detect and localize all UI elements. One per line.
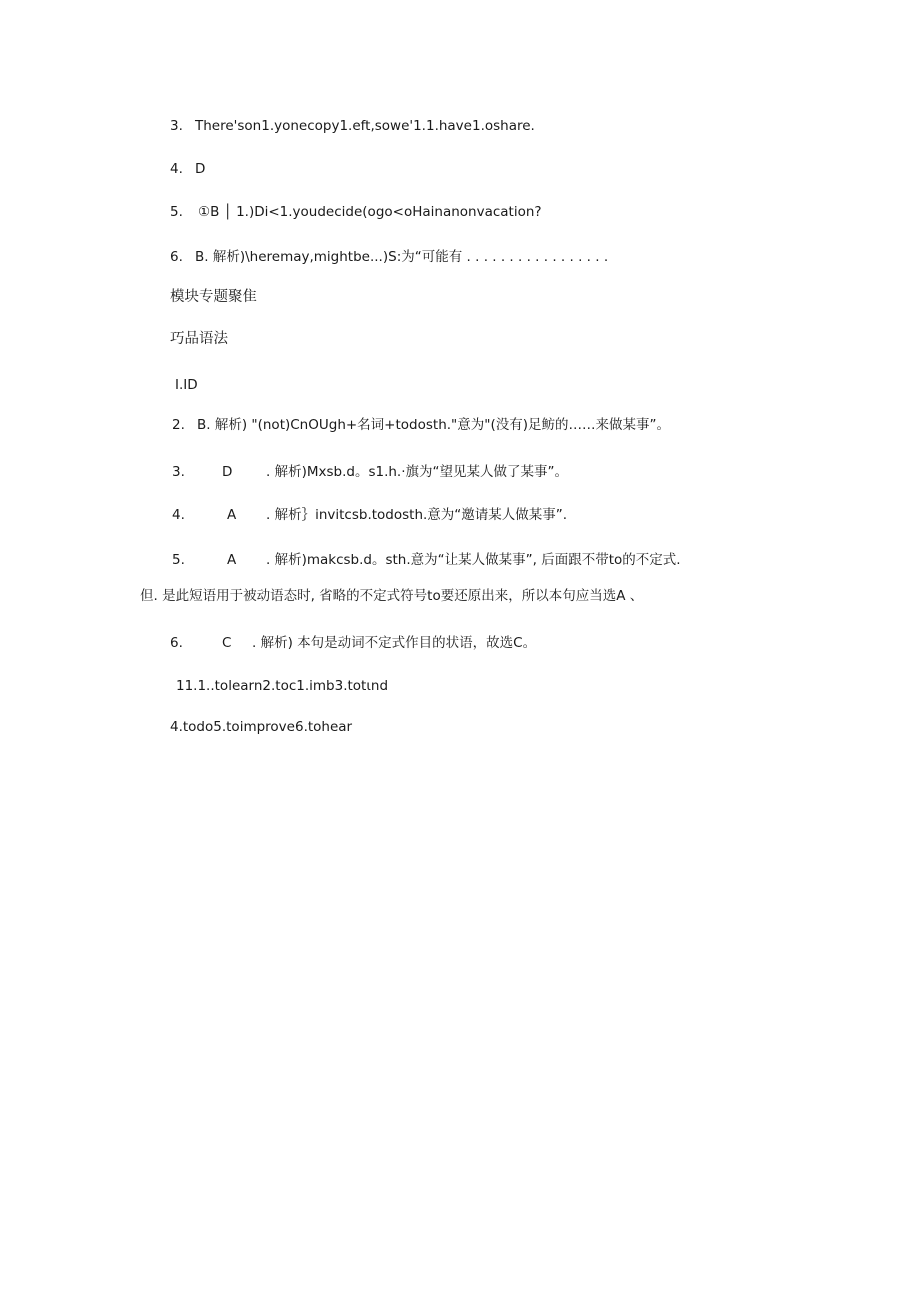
- item-number: 3.: [170, 118, 183, 134]
- answer-text: . 解析)makcsb.d。sth.意为“让某人做某事”, 后面跟不带to的不定式.: [266, 552, 681, 568]
- item-number: 6.: [170, 635, 183, 651]
- answer-text: I.ID: [175, 377, 198, 393]
- item-number: 6.: [170, 249, 183, 265]
- answer-text: . 解析｝invitcsb.todosth.意为“邀请某人做某事”.: [266, 507, 568, 523]
- answer-text: B. 解析) "(not)CnOUgh+名词+todosth."意为"(没有)足鲂的……来做某事”。: [197, 417, 670, 433]
- item-number: 3.: [172, 464, 185, 480]
- item-number: 2.: [172, 417, 185, 433]
- answer-letter: D: [222, 464, 233, 480]
- item-number: 5.: [172, 552, 185, 568]
- answer-letter: A: [227, 552, 237, 568]
- item-number: 5.: [170, 204, 183, 220]
- answer-letter: A: [227, 507, 237, 523]
- item-number: 4.: [170, 161, 183, 177]
- answer-text: . 解析) 本句是动词不定式作目的状语，故选C。: [252, 635, 537, 651]
- item-number: 4.: [172, 507, 185, 523]
- answer-text: . 解析)Mxsb.d。s1.h.·旗为“望见某人做了某事”。: [266, 464, 568, 480]
- answer-text: There'son1.yonecopy1.eft,sowe'1.1.have1.oshare.: [195, 118, 535, 134]
- answer-letter: C: [222, 635, 232, 651]
- answer-text-continuation: 但. 是此短语用于被动语态时, 省略的不定式符号to要还原出来，所以本句应当选A 、: [140, 588, 644, 604]
- subsection-heading: 巧品语法: [170, 331, 228, 347]
- section-heading: 模块专题聚隹: [170, 289, 257, 305]
- answer-text: B. 解析)\heremay,mightbe...)S:为“可能有 . . . . . . . . . . . . . . . . .: [195, 249, 609, 265]
- answer-text: D: [195, 161, 206, 177]
- answer-text: ①B │ 1.)Di<1.youdecide(ogo<oHainanonvacation?: [198, 204, 542, 220]
- answer-text: 4.todo5.toimprove6.tohear: [170, 719, 353, 735]
- answer-text: 11.1..tolearn2.toc1.imb3.totιnd: [176, 678, 389, 694]
